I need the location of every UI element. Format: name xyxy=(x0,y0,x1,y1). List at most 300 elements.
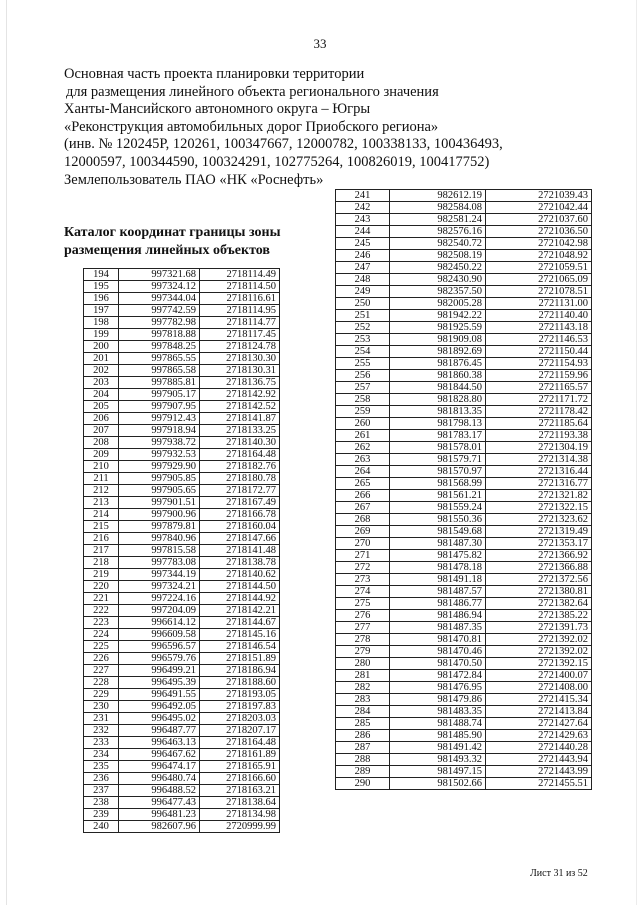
table-row xyxy=(84,641,280,653)
x-coordinate-cell: 981470.50 xyxy=(390,658,486,670)
x-coordinate-cell: 997321.68 xyxy=(119,269,200,281)
x-coordinate-cell: 997912.43 xyxy=(119,413,200,425)
x-coordinate-cell: 997929.90 xyxy=(119,461,200,473)
point-number-cell: 205 xyxy=(84,401,119,413)
y-coordinate-cell: 2721319.49 xyxy=(486,526,592,538)
point-number-cell: 241 xyxy=(336,190,390,202)
x-coordinate-cell: 997204.09 xyxy=(119,605,200,617)
point-number-cell: 284 xyxy=(336,706,390,718)
point-number-cell: 288 xyxy=(336,754,390,766)
point-number-cell: 215 xyxy=(84,521,119,533)
y-coordinate-cell: 2718138.78 xyxy=(200,557,280,569)
point-number-cell: 203 xyxy=(84,377,119,389)
x-coordinate-cell: 981493.32 xyxy=(390,754,486,766)
y-coordinate-cell: 2718142.21 xyxy=(200,605,280,617)
coordinates-table-right-body xyxy=(336,190,592,790)
table-row xyxy=(84,449,280,461)
point-number-cell: 243 xyxy=(336,214,390,226)
y-coordinate-cell: 2718164.48 xyxy=(200,449,280,461)
y-coordinate-cell: 2721323.62 xyxy=(486,514,592,526)
point-number-cell: 282 xyxy=(336,682,390,694)
x-coordinate-cell: 981828.80 xyxy=(390,394,486,406)
point-number-cell: 269 xyxy=(336,526,390,538)
header-line-7: Землепользователь ПАО «НК «Роснефть» xyxy=(64,171,324,188)
y-coordinate-cell: 2721143.18 xyxy=(486,322,592,334)
sheet-label: Лист 31 из 52 xyxy=(530,868,588,879)
y-coordinate-cell: 2721382.64 xyxy=(486,598,592,610)
x-coordinate-cell: 981487.35 xyxy=(390,622,486,634)
point-number-cell: 275 xyxy=(336,598,390,610)
table-row xyxy=(336,550,592,562)
point-number-cell: 223 xyxy=(84,617,119,629)
point-number-cell: 220 xyxy=(84,581,119,593)
table-row xyxy=(336,526,592,538)
y-coordinate-cell: 2718141.48 xyxy=(200,545,280,557)
table-row xyxy=(84,749,280,761)
y-coordinate-cell: 2721193.38 xyxy=(486,430,592,442)
point-number-cell: 246 xyxy=(336,250,390,262)
x-coordinate-cell: 997901.51 xyxy=(119,497,200,509)
table-row xyxy=(84,281,280,293)
table-row xyxy=(336,382,592,394)
x-coordinate-cell: 997865.55 xyxy=(119,353,200,365)
x-coordinate-cell: 981892.69 xyxy=(390,346,486,358)
header-line-3: Ханты-Мансийского автономного округа – Югры xyxy=(64,101,371,118)
x-coordinate-cell: 996488.52 xyxy=(119,785,200,797)
y-coordinate-cell: 2718114.77 xyxy=(200,317,280,329)
point-number-cell: 225 xyxy=(84,641,119,653)
table-row xyxy=(84,761,280,773)
point-number-cell: 200 xyxy=(84,341,119,353)
x-coordinate-cell: 981476.95 xyxy=(390,682,486,694)
table-row xyxy=(84,737,280,749)
x-coordinate-cell: 981579.71 xyxy=(390,454,486,466)
table-row xyxy=(336,358,592,370)
y-coordinate-cell: 2718140.62 xyxy=(200,569,280,581)
x-coordinate-cell: 997938.72 xyxy=(119,437,200,449)
point-number-cell: 285 xyxy=(336,718,390,730)
x-coordinate-cell: 981876.45 xyxy=(390,358,486,370)
point-number-cell: 217 xyxy=(84,545,119,557)
point-number-cell: 204 xyxy=(84,389,119,401)
y-coordinate-cell: 2718163.21 xyxy=(200,785,280,797)
y-coordinate-cell: 2721039.43 xyxy=(486,190,592,202)
x-coordinate-cell: 997324.21 xyxy=(119,581,200,593)
y-coordinate-cell: 2721391.73 xyxy=(486,622,592,634)
x-coordinate-cell: 982450.22 xyxy=(390,262,486,274)
table-row xyxy=(84,401,280,413)
y-coordinate-cell: 2718114.49 xyxy=(200,269,280,281)
table-row xyxy=(336,262,592,274)
point-number-cell: 242 xyxy=(336,202,390,214)
x-coordinate-cell: 982357.50 xyxy=(390,286,486,298)
x-coordinate-cell: 981813.35 xyxy=(390,406,486,418)
y-coordinate-cell: 2718136.75 xyxy=(200,377,280,389)
table-row xyxy=(84,353,280,365)
y-coordinate-cell: 2721154.93 xyxy=(486,358,592,370)
y-coordinate-cell: 2721140.40 xyxy=(486,310,592,322)
x-coordinate-cell: 981479.86 xyxy=(390,694,486,706)
x-coordinate-cell: 981860.38 xyxy=(390,370,486,382)
y-coordinate-cell: 2718145.16 xyxy=(200,629,280,641)
table-row xyxy=(336,466,592,478)
point-number-cell: 281 xyxy=(336,670,390,682)
table-row xyxy=(84,521,280,533)
point-number-cell: 287 xyxy=(336,742,390,754)
x-coordinate-cell: 997848.25 xyxy=(119,341,200,353)
table-row xyxy=(336,394,592,406)
table-row xyxy=(84,605,280,617)
x-coordinate-cell: 981783.17 xyxy=(390,430,486,442)
y-coordinate-cell: 2721380.81 xyxy=(486,586,592,598)
point-number-cell: 239 xyxy=(84,809,119,821)
table-row xyxy=(336,298,592,310)
point-number-cell: 197 xyxy=(84,305,119,317)
point-number-cell: 289 xyxy=(336,766,390,778)
y-coordinate-cell: 2721171.72 xyxy=(486,394,592,406)
table-row xyxy=(84,677,280,689)
point-number-cell: 261 xyxy=(336,430,390,442)
x-coordinate-cell: 997840.96 xyxy=(119,533,200,545)
x-coordinate-cell: 982576.16 xyxy=(390,226,486,238)
table-row xyxy=(84,569,280,581)
table-row xyxy=(84,377,280,389)
point-number-cell: 279 xyxy=(336,646,390,658)
point-number-cell: 247 xyxy=(336,262,390,274)
y-coordinate-cell: 2721178.42 xyxy=(486,406,592,418)
table-row xyxy=(336,766,592,778)
table-row xyxy=(84,713,280,725)
x-coordinate-cell: 981483.35 xyxy=(390,706,486,718)
table-row xyxy=(84,617,280,629)
point-number-cell: 198 xyxy=(84,317,119,329)
table-row xyxy=(84,797,280,809)
point-number-cell: 196 xyxy=(84,293,119,305)
table-row xyxy=(336,562,592,574)
x-coordinate-cell: 981568.99 xyxy=(390,478,486,490)
x-coordinate-cell: 997782.98 xyxy=(119,317,200,329)
table-row xyxy=(84,329,280,341)
x-coordinate-cell: 981472.84 xyxy=(390,670,486,682)
x-coordinate-cell: 997879.81 xyxy=(119,521,200,533)
table-row xyxy=(84,317,280,329)
point-number-cell: 208 xyxy=(84,437,119,449)
table-row xyxy=(336,574,592,586)
point-number-cell: 235 xyxy=(84,761,119,773)
point-number-cell: 199 xyxy=(84,329,119,341)
y-coordinate-cell: 2721316.44 xyxy=(486,466,592,478)
y-coordinate-cell: 2718147.66 xyxy=(200,533,280,545)
point-number-cell: 212 xyxy=(84,485,119,497)
y-coordinate-cell: 2718114.50 xyxy=(200,281,280,293)
point-number-cell: 210 xyxy=(84,461,119,473)
point-number-cell: 262 xyxy=(336,442,390,454)
point-number-cell: 230 xyxy=(84,701,119,713)
y-coordinate-cell: 2721316.77 xyxy=(486,478,592,490)
table-row xyxy=(84,581,280,593)
x-coordinate-cell: 997907.95 xyxy=(119,401,200,413)
y-coordinate-cell: 2718117.45 xyxy=(200,329,280,341)
coordinates-table-right xyxy=(335,189,592,790)
y-coordinate-cell: 2721429.63 xyxy=(486,730,592,742)
point-number-cell: 260 xyxy=(336,418,390,430)
y-coordinate-cell: 2718160.04 xyxy=(200,521,280,533)
x-coordinate-cell: 996579.76 xyxy=(119,653,200,665)
y-coordinate-cell: 2721036.50 xyxy=(486,226,592,238)
table-row xyxy=(336,586,592,598)
point-number-cell: 258 xyxy=(336,394,390,406)
y-coordinate-cell: 2718164.48 xyxy=(200,737,280,749)
y-coordinate-cell: 2718151.89 xyxy=(200,653,280,665)
table-row xyxy=(336,670,592,682)
y-coordinate-cell: 2718166.78 xyxy=(200,509,280,521)
table-row xyxy=(336,742,592,754)
y-coordinate-cell: 2718146.54 xyxy=(200,641,280,653)
document-header xyxy=(64,66,604,189)
point-number-cell: 229 xyxy=(84,689,119,701)
table-row xyxy=(84,665,280,677)
x-coordinate-cell: 996467.62 xyxy=(119,749,200,761)
y-coordinate-cell: 2718130.31 xyxy=(200,365,280,377)
x-coordinate-cell: 981578.01 xyxy=(390,442,486,454)
table-row xyxy=(336,502,592,514)
y-coordinate-cell: 2721455.51 xyxy=(486,778,592,790)
table-row xyxy=(336,334,592,346)
table-row xyxy=(336,214,592,226)
table-row xyxy=(84,545,280,557)
x-coordinate-cell: 981550.36 xyxy=(390,514,486,526)
table-row xyxy=(336,634,592,646)
y-coordinate-cell: 2718182.76 xyxy=(200,461,280,473)
table-row xyxy=(336,370,592,382)
y-coordinate-cell: 2721443.94 xyxy=(486,754,592,766)
y-coordinate-cell: 2718165.91 xyxy=(200,761,280,773)
x-coordinate-cell: 997905.85 xyxy=(119,473,200,485)
y-coordinate-cell: 2721408.00 xyxy=(486,682,592,694)
x-coordinate-cell: 996495.02 xyxy=(119,713,200,725)
table-row xyxy=(336,610,592,622)
point-number-cell: 227 xyxy=(84,665,119,677)
table-row xyxy=(84,305,280,317)
table-row xyxy=(84,365,280,377)
table-row xyxy=(336,286,592,298)
table-row xyxy=(84,533,280,545)
point-number-cell: 267 xyxy=(336,502,390,514)
table-row xyxy=(84,773,280,785)
x-coordinate-cell: 982584.08 xyxy=(390,202,486,214)
x-coordinate-cell: 997818.88 xyxy=(119,329,200,341)
table-row xyxy=(336,322,592,334)
x-coordinate-cell: 981844.50 xyxy=(390,382,486,394)
point-number-cell: 276 xyxy=(336,610,390,622)
point-number-cell: 259 xyxy=(336,406,390,418)
point-number-cell: 237 xyxy=(84,785,119,797)
x-coordinate-cell: 996480.74 xyxy=(119,773,200,785)
point-number-cell: 274 xyxy=(336,586,390,598)
y-coordinate-cell: 2721392.02 xyxy=(486,646,592,658)
catalog-title-line-2: размещения линейных объектов xyxy=(64,243,270,258)
y-coordinate-cell: 2721413.84 xyxy=(486,706,592,718)
table-row xyxy=(84,497,280,509)
scan-edge-right xyxy=(636,0,637,905)
point-number-cell: 224 xyxy=(84,629,119,641)
table-row xyxy=(336,706,592,718)
y-coordinate-cell: 2721042.98 xyxy=(486,238,592,250)
x-coordinate-cell: 982612.19 xyxy=(390,190,486,202)
y-coordinate-cell: 2718197.83 xyxy=(200,701,280,713)
y-coordinate-cell: 2721415.34 xyxy=(486,694,592,706)
y-coordinate-cell: 2718142.52 xyxy=(200,401,280,413)
table-row xyxy=(336,694,592,706)
x-coordinate-cell: 981570.97 xyxy=(390,466,486,478)
y-coordinate-cell: 2721392.15 xyxy=(486,658,592,670)
table-row xyxy=(84,629,280,641)
table-row xyxy=(84,701,280,713)
point-number-cell: 244 xyxy=(336,226,390,238)
point-number-cell: 272 xyxy=(336,562,390,574)
x-coordinate-cell: 981942.22 xyxy=(390,310,486,322)
x-coordinate-cell: 997324.12 xyxy=(119,281,200,293)
table-row xyxy=(84,689,280,701)
y-coordinate-cell: 2718140.30 xyxy=(200,437,280,449)
x-coordinate-cell: 997344.19 xyxy=(119,569,200,581)
point-number-cell: 232 xyxy=(84,725,119,737)
point-number-cell: 209 xyxy=(84,449,119,461)
x-coordinate-cell: 997932.53 xyxy=(119,449,200,461)
x-coordinate-cell: 996491.55 xyxy=(119,689,200,701)
header-line-5: (инв. № 120245Р, 120261, 100347667, 12000782, 100338133, 100436493, xyxy=(64,136,503,153)
y-coordinate-cell: 2721048.92 xyxy=(486,250,592,262)
y-coordinate-cell: 2721321.82 xyxy=(486,490,592,502)
table-row xyxy=(336,622,592,634)
point-number-cell: 250 xyxy=(336,298,390,310)
y-coordinate-cell: 2718180.78 xyxy=(200,473,280,485)
point-number-cell: 216 xyxy=(84,533,119,545)
point-number-cell: 283 xyxy=(336,694,390,706)
point-number-cell: 273 xyxy=(336,574,390,586)
x-coordinate-cell: 996474.17 xyxy=(119,761,200,773)
table-row xyxy=(84,461,280,473)
x-coordinate-cell: 981475.82 xyxy=(390,550,486,562)
point-number-cell: 236 xyxy=(84,773,119,785)
x-coordinate-cell: 996596.57 xyxy=(119,641,200,653)
table-row xyxy=(336,778,592,790)
table-row xyxy=(336,754,592,766)
point-number-cell: 201 xyxy=(84,353,119,365)
y-coordinate-cell: 2718166.60 xyxy=(200,773,280,785)
y-coordinate-cell: 2718133.25 xyxy=(200,425,280,437)
table-row xyxy=(336,682,592,694)
x-coordinate-cell: 981486.94 xyxy=(390,610,486,622)
y-coordinate-cell: 2718186.94 xyxy=(200,665,280,677)
x-coordinate-cell: 996499.21 xyxy=(119,665,200,677)
x-coordinate-cell: 981487.30 xyxy=(390,538,486,550)
y-coordinate-cell: 2718172.77 xyxy=(200,485,280,497)
x-coordinate-cell: 981491.42 xyxy=(390,742,486,754)
coordinates-table-left-body xyxy=(84,269,280,833)
y-coordinate-cell: 2721042.44 xyxy=(486,202,592,214)
table-row xyxy=(336,646,592,658)
table-row xyxy=(336,718,592,730)
point-number-cell: 195 xyxy=(84,281,119,293)
point-number-cell: 213 xyxy=(84,497,119,509)
y-coordinate-cell: 2718114.95 xyxy=(200,305,280,317)
table-row xyxy=(336,730,592,742)
point-number-cell: 257 xyxy=(336,382,390,394)
point-number-cell: 286 xyxy=(336,730,390,742)
y-coordinate-cell: 2721443.99 xyxy=(486,766,592,778)
catalog-title-line-1: Каталог координат границы зоны xyxy=(64,225,281,240)
y-coordinate-cell: 2718144.67 xyxy=(200,617,280,629)
y-coordinate-cell: 2721322.15 xyxy=(486,502,592,514)
point-number-cell: 228 xyxy=(84,677,119,689)
y-coordinate-cell: 2721304.19 xyxy=(486,442,592,454)
point-number-cell: 245 xyxy=(336,238,390,250)
x-coordinate-cell: 997918.94 xyxy=(119,425,200,437)
table-row xyxy=(84,437,280,449)
x-coordinate-cell: 981491.18 xyxy=(390,574,486,586)
table-row xyxy=(336,490,592,502)
point-number-cell: 202 xyxy=(84,365,119,377)
x-coordinate-cell: 981798.13 xyxy=(390,418,486,430)
x-coordinate-cell: 981485.90 xyxy=(390,730,486,742)
x-coordinate-cell: 996487.77 xyxy=(119,725,200,737)
point-number-cell: 222 xyxy=(84,605,119,617)
y-coordinate-cell: 2721150.44 xyxy=(486,346,592,358)
y-coordinate-cell: 2718144.50 xyxy=(200,581,280,593)
point-number-cell: 254 xyxy=(336,346,390,358)
table-row xyxy=(336,406,592,418)
point-number-cell: 214 xyxy=(84,509,119,521)
point-number-cell: 271 xyxy=(336,550,390,562)
y-coordinate-cell: 2720999.99 xyxy=(200,821,280,833)
y-coordinate-cell: 2718188.60 xyxy=(200,677,280,689)
table-row xyxy=(84,425,280,437)
table-row xyxy=(84,293,280,305)
point-number-cell: 270 xyxy=(336,538,390,550)
coordinates-table-left xyxy=(83,268,280,833)
x-coordinate-cell: 997900.96 xyxy=(119,509,200,521)
x-coordinate-cell: 982607.96 xyxy=(119,821,200,833)
table-row xyxy=(336,658,592,670)
table-row xyxy=(336,430,592,442)
table-row xyxy=(84,269,280,281)
y-coordinate-cell: 2721185.64 xyxy=(486,418,592,430)
header-line-1: Основная часть проекта планировки территории xyxy=(64,66,365,82)
point-number-cell: 252 xyxy=(336,322,390,334)
x-coordinate-cell: 981925.59 xyxy=(390,322,486,334)
y-coordinate-cell: 2718142.92 xyxy=(200,389,280,401)
point-number-cell: 194 xyxy=(84,269,119,281)
header-line-2: для размещения линейного объекта регионального значения xyxy=(66,83,439,100)
y-coordinate-cell: 2721366.92 xyxy=(486,550,592,562)
table-row xyxy=(336,310,592,322)
y-coordinate-cell: 2718141.87 xyxy=(200,413,280,425)
table-row xyxy=(84,809,280,821)
table-row xyxy=(336,250,592,262)
y-coordinate-cell: 2721392.02 xyxy=(486,634,592,646)
point-number-cell: 231 xyxy=(84,713,119,725)
point-number-cell: 277 xyxy=(336,622,390,634)
point-number-cell: 251 xyxy=(336,310,390,322)
x-coordinate-cell: 997224.16 xyxy=(119,593,200,605)
y-coordinate-cell: 2721078.51 xyxy=(486,286,592,298)
y-coordinate-cell: 2718167.49 xyxy=(200,497,280,509)
table-row xyxy=(336,454,592,466)
x-coordinate-cell: 996477.43 xyxy=(119,797,200,809)
x-coordinate-cell: 996609.58 xyxy=(119,629,200,641)
table-row xyxy=(84,653,280,665)
